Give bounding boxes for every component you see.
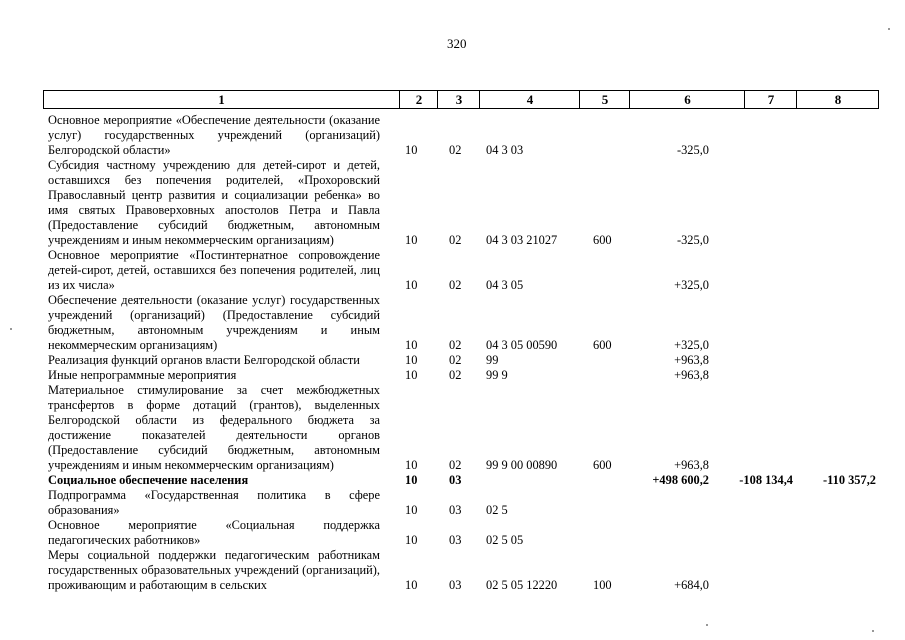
row-col-2: 10 (405, 353, 418, 367)
row-col-3: 02 (449, 233, 462, 247)
row-description: Подпрограмма «Государственная политика в сфере образования» (48, 488, 380, 518)
header-col-3: 3 (437, 91, 480, 108)
row-col-3: 03 (449, 503, 462, 517)
header-col-1: 1 (218, 92, 225, 107)
row-col-2: 10 (405, 338, 418, 352)
scan-speck (888, 28, 890, 30)
row-description: Обеспечение деятельности (оказание услуг) государственных учреждений (организаций) (Предоставление субсидий бюджетным, автономным учреждениям и иным некоммерческим организациям) (48, 293, 380, 353)
row-col-2: 10 (405, 578, 418, 592)
row-col-3: 03 (449, 578, 462, 592)
row-description: Социальное обеспечение населения (48, 473, 249, 487)
row-description: Иные непрограммные мероприятия (48, 368, 237, 382)
row-col-2: 10 (405, 368, 418, 382)
row-col-5: 600 (593, 458, 612, 472)
header-col-5: 5 (579, 91, 630, 108)
scan-speck (10, 328, 12, 330)
row-description: Основное мероприятие «Постинтернатное сопровождение детей-сирот, детей, оставшихся без попечения родителей, лиц из их числа» (48, 248, 380, 293)
row-col-6: -325,0 (676, 233, 709, 247)
row-col-3: 03 (449, 473, 462, 487)
scan-speck (872, 630, 874, 632)
row-col-5: 600 (593, 233, 612, 247)
scan-speck (706, 624, 708, 626)
row-col-2: 10 (405, 278, 418, 292)
row-col-8: -110 357,2 (822, 473, 876, 487)
row-col-3: 02 (449, 458, 462, 472)
row-col-6: +325,0 (674, 338, 709, 352)
row-col-6: +498 600,2 (652, 473, 709, 487)
header-col-8: 8 (796, 91, 879, 108)
row-col-4: 04 3 03 (486, 143, 524, 157)
header-col-4: 4 (479, 91, 580, 108)
row-col-6: +963,8 (674, 353, 709, 367)
row-col-2: 10 (405, 473, 418, 487)
row-col-3: 02 (449, 338, 462, 352)
row-description: Субсидия частному учреждению для детей-сирот и детей, оставшихся без попечения родителей, «Прохоровский Православный центр развития и социализации ребенка» во имя святых Правоверховных апостолов Петра и Павла (Предоставление субсидий бюджетным, автономным учреждениям и иным некоммерческим организациям) (48, 158, 380, 248)
row-col-6: +684,0 (674, 578, 709, 592)
row-col-2: 10 (405, 533, 418, 547)
row-col-3: 02 (449, 368, 462, 382)
row-col-5: 600 (593, 338, 612, 352)
table-header (43, 90, 879, 109)
row-description: Материальное стимулирование за счет межбюджетных трансфертов в форме дотаций (грантов), выделенных Белгородской области из федерального бюджета за достижение показателей деятельности органов (Предоставление субсидий бюджетным, автономным учреждениям и иным некоммерческим организациям) (48, 383, 380, 473)
row-col-3: 02 (449, 143, 462, 157)
row-col-3: 02 (449, 353, 462, 367)
header-col-2: 2 (399, 91, 438, 108)
row-col-6: +325,0 (674, 278, 709, 292)
row-col-6: +963,8 (674, 458, 709, 472)
row-col-3: 02 (449, 278, 462, 292)
row-description: Реализация функций органов власти Белгородской области (48, 353, 360, 367)
row-description: Основное мероприятие «Обеспечение деятельности (оказание услуг) государственных учреждений (организаций) Белгородской области» (48, 113, 380, 158)
row-col-3: 03 (449, 533, 462, 547)
row-description: Меры социальной поддержки педагогическим работникам государственных образовательных учреждений (организаций), проживающим и работающим в сельских (48, 548, 380, 593)
header-col-7: 7 (744, 91, 797, 108)
row-col-4: 02 5 (486, 503, 508, 517)
row-col-4: 99 (486, 353, 499, 367)
row-col-2: 10 (405, 143, 418, 157)
row-col-4: 99 9 (486, 368, 508, 382)
header-col-6: 6 (629, 91, 745, 108)
row-col-2: 10 (405, 503, 418, 517)
row-col-6: +963,8 (674, 368, 709, 382)
row-col-2: 10 (405, 458, 418, 472)
row-col-4: 99 9 00 00890 (486, 458, 558, 472)
row-col-5: 100 (593, 578, 612, 592)
row-col-2: 10 (405, 233, 418, 247)
row-col-6: -325,0 (676, 143, 709, 157)
row-col-4: 04 3 05 (486, 278, 524, 292)
row-col-4: 02 5 05 12220 (486, 578, 558, 592)
row-description: Основное мероприятие «Социальная поддержка педагогических работников» (48, 518, 380, 548)
row-col-4: 02 5 05 (486, 533, 524, 547)
row-col-4: 04 3 05 00590 (486, 338, 558, 352)
row-col-4: 04 3 03 21027 (486, 233, 558, 247)
row-col-7: -108 134,4 (739, 473, 793, 487)
page-number: 320 (447, 36, 467, 51)
